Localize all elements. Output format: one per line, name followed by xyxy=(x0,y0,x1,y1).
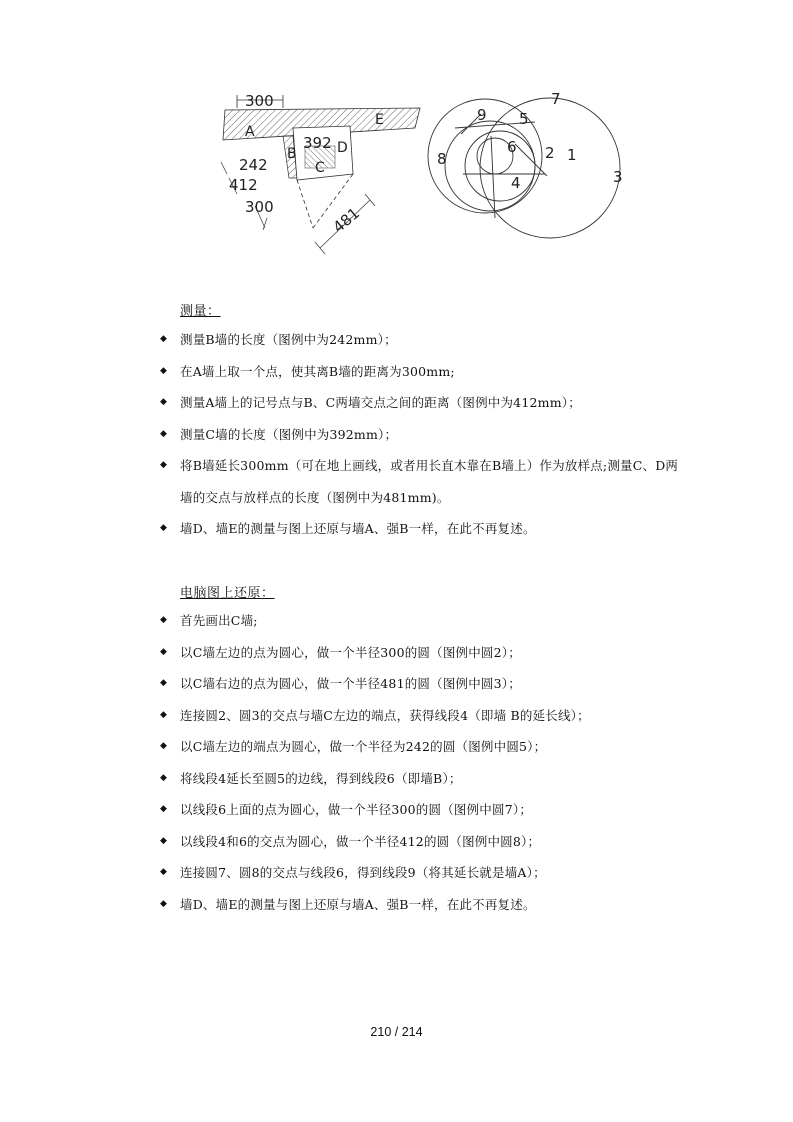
bullet-icon: ◆ xyxy=(160,646,168,657)
bullet-icon: ◆ xyxy=(160,523,168,533)
bullet-icon: ◆ xyxy=(160,428,168,439)
circle-4-label: 4 xyxy=(511,174,521,192)
bullet-icon: ◆ xyxy=(160,334,168,344)
list-item: ◆ 测量C墙的长度（图例中为392mm）； xyxy=(160,419,730,451)
dim-diag-label: 412 xyxy=(229,176,258,194)
list-item-continuation: 墙的交点与放样点的长度（图例中为481mm)。 xyxy=(180,489,450,505)
dim-a-label: 300 xyxy=(245,92,274,110)
figure-svg xyxy=(215,78,655,263)
page-number: 210 / 214 xyxy=(370,1025,423,1039)
bullet-icon: ◆ xyxy=(160,772,168,783)
dim-cd-label: 481 xyxy=(329,204,364,237)
list-item: ◆ 以线段4和6的交点为圆心，做一个半径412的圆（图例中圆8）； xyxy=(160,826,730,858)
circle-8-label: 8 xyxy=(437,150,447,168)
list-item: ◆ 连接圆7、圆8的交点与线段6，得到线段9（将其延长就是墙A）； xyxy=(160,857,730,889)
wall-e-label: E xyxy=(375,112,384,128)
bullet-icon: ◆ xyxy=(160,365,168,376)
bullet-icon: ◆ xyxy=(160,741,168,751)
wall-sketch xyxy=(221,92,420,254)
wall-d-label: D xyxy=(337,140,348,156)
restore-title: 电脑图上还原： xyxy=(180,586,275,601)
list-item: ◆ 首先画出C墙; xyxy=(160,605,730,637)
bullet-icon: ◆ xyxy=(160,867,168,877)
construction-figure xyxy=(215,78,655,263)
bullet-icon: ◆ xyxy=(160,835,168,846)
circle-1-label: 1 xyxy=(567,146,577,164)
measure-list xyxy=(160,324,730,545)
circle-labels xyxy=(437,90,623,192)
list-item: ◆ 以C墙右边的点为圆心，做一个半径481的圆（图例中圆3）； xyxy=(160,668,730,700)
list-item: ◆ 以C墙左边的点为圆心，做一个半径300的圆（图例中圆2）； xyxy=(160,637,730,669)
dim-ext-label: 300 xyxy=(245,198,274,216)
list-item: ◆ 测量A墙上的记号点与B、C两墙交点之间的距离（图例中为412mm）； xyxy=(160,387,730,419)
bullet-icon: ◆ xyxy=(160,397,168,407)
wall-a-label: A xyxy=(245,124,255,140)
bullet-icon: ◆ xyxy=(160,898,168,909)
circle-2-label: 2 xyxy=(545,144,555,162)
list-item: ◆ 连接圆2、圆3的交点与墙C左边的端点，获得线段4（即墙 B的延长线）； xyxy=(160,700,730,732)
dim-b-label: 242 xyxy=(239,156,268,174)
list-item: ◆ 测量B墙的长度（图例中为242mm）； xyxy=(160,324,730,356)
list-item: ◆ 墙D、墙E的测量与图上还原与墙A、强B一样，在此不再复述。 xyxy=(160,513,730,545)
list-item: ◆ 将B墙延长300mm（可在地上画线，或者用长直木靠在B墙上）作为放样点;测量C、D两 xyxy=(160,450,730,482)
bullet-icon: ◆ xyxy=(160,678,168,688)
circle-7-label: 7 xyxy=(551,90,561,108)
list-item: ◆ 墙D、墙E的测量与图上还原与墙A、强B一样，在此不再复述。 xyxy=(160,889,730,921)
restore-list xyxy=(160,605,730,920)
circle-9-label: 9 xyxy=(477,106,487,124)
circle-3-label: 3 xyxy=(613,168,623,186)
wall-c-label: C xyxy=(315,160,325,176)
bullet-icon: ◆ xyxy=(160,460,168,470)
bullet-icon: ◆ xyxy=(160,804,168,814)
circle-5-label: 5 xyxy=(519,110,529,128)
bullet-icon: ◆ xyxy=(160,615,168,625)
dim-c-label: 392 xyxy=(303,134,332,152)
list-item: ◆ 将线段4延长至圆5的边线，得到线段6（即墙B）； xyxy=(160,763,730,795)
list-item: ◆ 以线段6上面的点为圆心，做一个半径300的圆（图例中圆7）； xyxy=(160,794,730,826)
measure-title: 测量： xyxy=(180,304,221,319)
list-item: ◆ 在A墙上取一个点，使其离B墙的距离为300mm; xyxy=(160,356,730,388)
wall-b-label: B xyxy=(287,146,297,162)
circle-6-label: 6 xyxy=(507,138,517,156)
list-item: ◆ 以C墙左边的端点为圆心，做一个半径为242的圆（图例中圆5）； xyxy=(160,731,730,763)
bullet-icon: ◆ xyxy=(160,709,168,720)
